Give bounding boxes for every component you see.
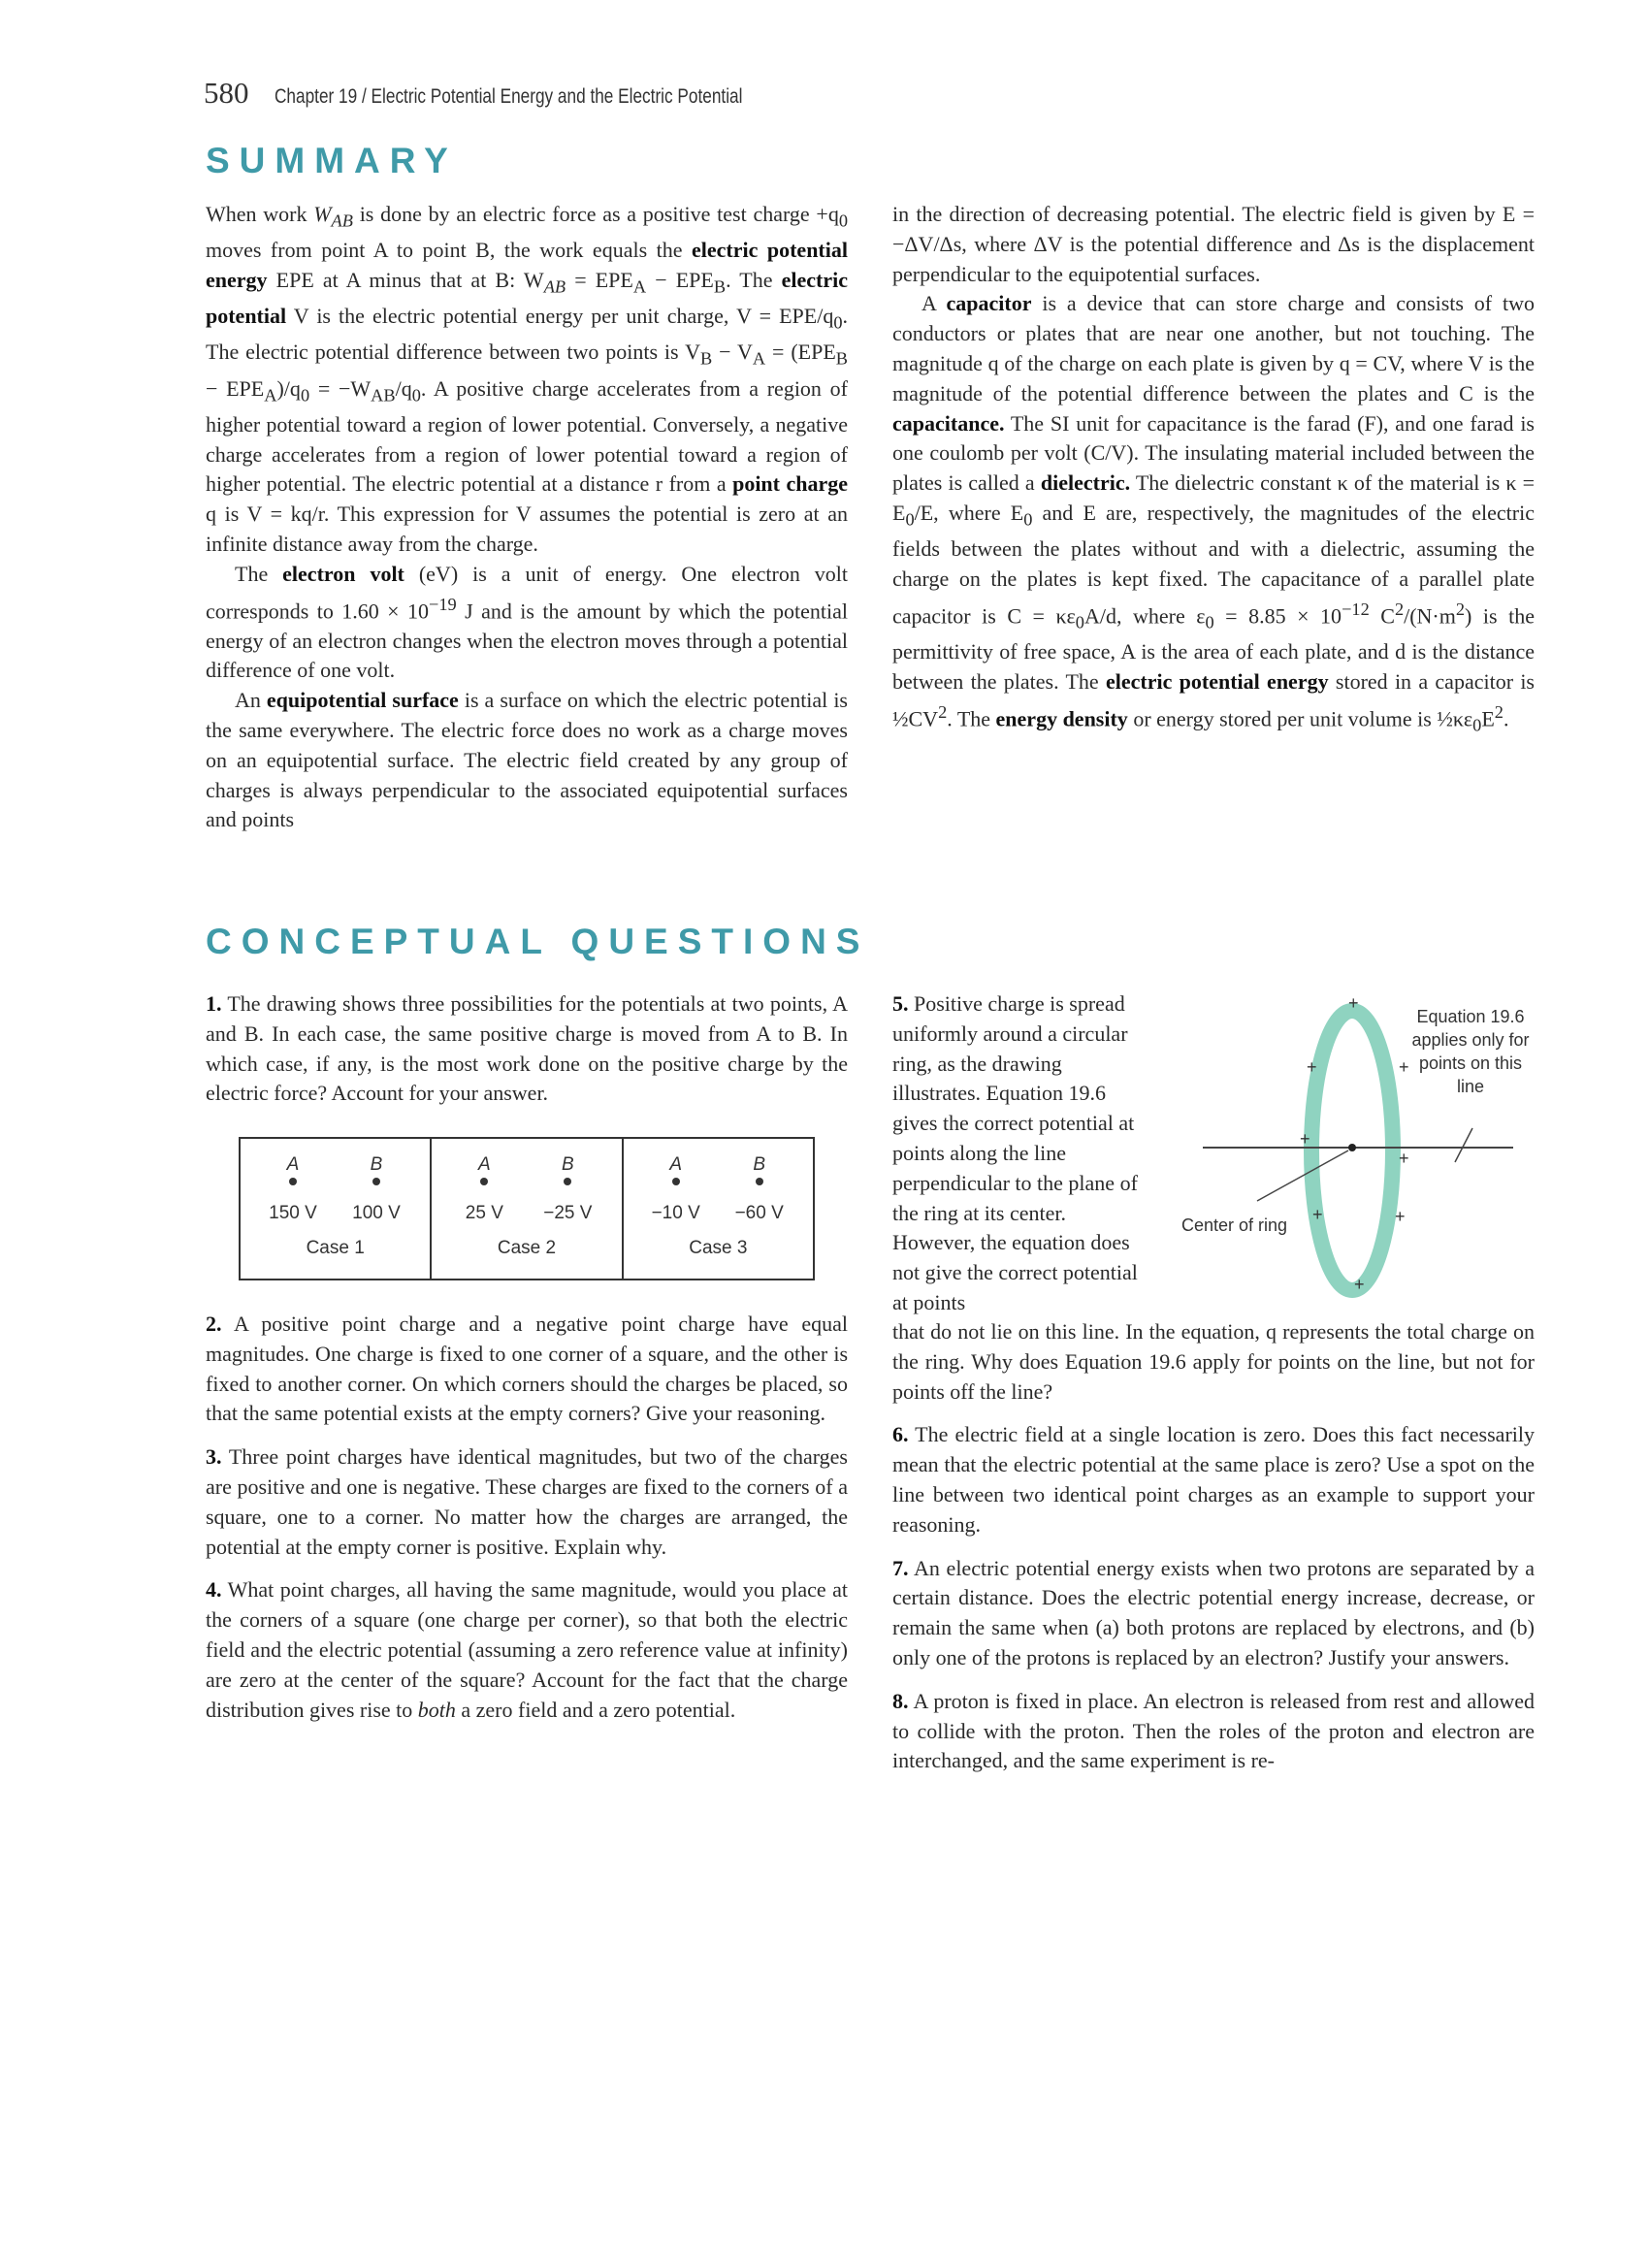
conceptual-questions-heading: CONCEPTUAL QUESTIONS <box>206 922 870 961</box>
point-b: B <box>538 1154 597 1185</box>
page-number: 580 <box>204 76 249 110</box>
point-dot <box>480 1178 488 1185</box>
case-label: Case 2 <box>497 1238 557 1258</box>
note-line-4: line <box>1456 1077 1485 1096</box>
question-5-part-1: 5. Positive charge is spread uniformly around a circular ring, as the drawing illustrates. Equation 19.6 gives the correct potential at points along the line perpendicular to the plane of the ring at its center. However, the equation does not give the correct potential at points <box>892 991 1138 1314</box>
summary-heading: SUMMARY <box>206 141 458 180</box>
point-a: A <box>647 1154 705 1185</box>
case-2 <box>432 1139 623 1279</box>
value-a: 25 V <box>465 1203 503 1223</box>
question-4: 4. What point charges, all having the same magnitude, would you place at the corners of a square (one charge per corner), so that both the electric field and the electric potential (assuming a zero reference value at infinity) are zero at the center of the square? Account for the fact that the charge distribution gives rise to both a zero field and a zero potential. <box>206 1577 848 1722</box>
question-5-narrow <box>892 989 1147 1318</box>
plus-sign: + <box>1354 1275 1365 1294</box>
center-of-ring-label: Center of ring <box>1181 1215 1288 1235</box>
summary-right-column <box>892 200 1535 740</box>
question-8: 8. A proton is fixed in place. An electron is released from rest and allowed to collide with the proton. Then the roles of the proton and electron are interchanged, and the same experiment is re- <box>892 1688 1535 1773</box>
center-pointer <box>1257 1150 1348 1201</box>
question-6: 6. The electric field at a single location is zero. Does this fact necessarily mean that the electric potential at the same place is zero? Use a spot on the line between two identical point charges as an example to support your reasoning. <box>892 1422 1535 1537</box>
summary-paragraph-electron-volt: The electron volt (eV) is a unit of energy. One electron volt corresponds to $1.60 \times 10^{-19}$ J and is the amount by which the potential energy of an electron changes when the electron moves through a potential difference of one volt. <box>206 561 849 683</box>
potential-cases-figure <box>239 1137 815 1280</box>
summary-paragraph-equipotential: An equipotential surface is a surface on which the electric potential is the same everywhere. The electric force does no work as a charge moves on an equipotential surface. The electric field created by any group of charges is always perpendicular to the associated equipotential surfaces and points <box>206 688 848 832</box>
question-5-part-2: that do not lie on this line. In the equation, q represents the total charge on the ring. Why does Equation 19.6 apply for points on the line, but not for points off the line? <box>892 1319 1535 1404</box>
summary-paragraph-work: When work $W_{AB}$ is done by an electric force as a positive test charge $+q_0$ moves from point A to point B, the work equals the electric potential energy EPE at A minus that at B: $W_{AB} = EPE_A - EPE_B$. The electric potential V is the electric potential energy per unit charge, V = EPE/$q_0$. The electric potential difference between two points is $V_B - V_A = (EPE_B - EPE_A)/q_0 = -W_{AB}/q_0$. A positive charge accelerates from a region of higher potential toward a region of lower potential. Conversely, a negative charge accelerates from a region of lower potential toward a region of higher potential. The electric potential at a distance r from a point charge q is V = kq/r. This expression for V assumes the potential is zero at an infinite distance away from the charge. <box>206 202 848 556</box>
value-b: −25 V <box>543 1203 593 1223</box>
note-line-1: Equation 19.6 <box>1416 1007 1525 1026</box>
questions-left-column-top <box>206 989 848 1122</box>
line-pointer <box>1455 1128 1472 1162</box>
note-line-2: applies only for <box>1411 1030 1530 1050</box>
note-line-3: points on this <box>1418 1053 1523 1073</box>
plus-sign: + <box>1300 1129 1310 1149</box>
case-1 <box>241 1139 432 1279</box>
plus-sign: + <box>1399 1149 1409 1168</box>
questions-right-column <box>892 1317 1535 1790</box>
page-header <box>204 76 845 114</box>
center-point <box>1348 1144 1356 1151</box>
value-a: 150 V <box>269 1203 317 1223</box>
point-dot <box>672 1178 680 1185</box>
chapter-title: Chapter 19 / Electric Potential Energy and the Electric Potential <box>274 85 742 108</box>
plus-sign: + <box>1395 1207 1406 1226</box>
point-dot <box>564 1178 571 1185</box>
question-2: 2. A positive point charge and a negative point charge have equal magnitudes. One charge is fixed to one corner of a square, and the other is fixed to another corner. On which corners should the charges be placed, so that the same potential exists at the empty corners? Give your reasoning. <box>206 1312 848 1426</box>
summary-paragraph-capacitor: A capacitor is a device that can store charge and consists of two conductors or plates that are near one another, but not touching. The magnitude q of the charge on each plate is given by q = CV, where V is the magnitude of the potential difference between the plates and C is the capacitance. The SI unit for capacitance is the farad (F), and one farad is one coulomb per volt (C/V). The insulating material included between the plates is called a dielectric. The dielectric constant κ of the material is $\kappa = E_0/E$, where $E_0$ and E are, respectively, the magnitudes of the electric fields between the plates without and with a dielectric, assuming the charge on the plates is kept fixed. The capacitance of a parallel plate capacitor is $C = \kappa\varepsilon_0A/d$, where $\varepsilon_0 = 8.85 \times 10^{-12}$ $C^2/(N\cdot m^2)$ is the permittivity of free space, A is the area of each plate, and d is the distance between the plates. The electric potential energy stored in a capacitor is $\frac{1}{2}CV^2$. The energy density or energy stored per unit volume is $\frac{1}{2}\kappa\varepsilon_0E^2$. <box>892 291 1536 735</box>
value-a: −10 V <box>651 1203 700 1223</box>
question-1: 1. The drawing shows three possibilities for the potentials at two points, A and B. In each case, the same positive charge is moved from A to B. In which case, if any, is the most work done on the positive charge by the electric force? Account for your answer. <box>206 991 848 1106</box>
point-dot <box>756 1178 763 1185</box>
case-label: Case 1 <box>306 1238 365 1258</box>
point-b: B <box>730 1154 789 1185</box>
charged-ring-diagram <box>1174 989 1542 1310</box>
questions-left-column-bottom <box>206 1310 848 1738</box>
case-3 <box>624 1139 813 1279</box>
summary-left-column <box>206 200 848 835</box>
question-7: 7. An electric potential energy exists when two protons are separated by a certain distance. Does the electric potential energy increase, decrease, or remain the same when (a) both protons are replaced by electrons, and (b) only one of the protons is replaced by an electron? Justify your answers. <box>892 1555 1535 1669</box>
summary-paragraph-field: in the direction of decreasing potential. The electric field is given by E = −ΔV/Δs, where ΔV is the potential difference and Δs is the displacement perpendicular to the equipotential surfaces. <box>892 202 1535 286</box>
point-a: A <box>264 1154 322 1185</box>
question-3: 3. Three point charges have identical magnitudes, but two of the charges are positive and one is negative. These charges are fixed to the corners of a square, one to a corner. No matter how the charges are arranged, the potential at the empty corner is positive. Explain why. <box>206 1444 848 1559</box>
value-b: −60 V <box>734 1203 784 1223</box>
point-a: A <box>455 1154 513 1185</box>
plus-sign: + <box>1399 1057 1409 1077</box>
plus-sign: + <box>1348 993 1359 1013</box>
point-dot <box>372 1178 380 1185</box>
plus-sign: + <box>1312 1205 1323 1224</box>
value-b: 100 V <box>352 1203 401 1223</box>
case-label: Case 3 <box>689 1238 748 1258</box>
point-b: B <box>347 1154 405 1185</box>
plus-sign: + <box>1307 1057 1317 1077</box>
point-dot <box>289 1178 297 1185</box>
